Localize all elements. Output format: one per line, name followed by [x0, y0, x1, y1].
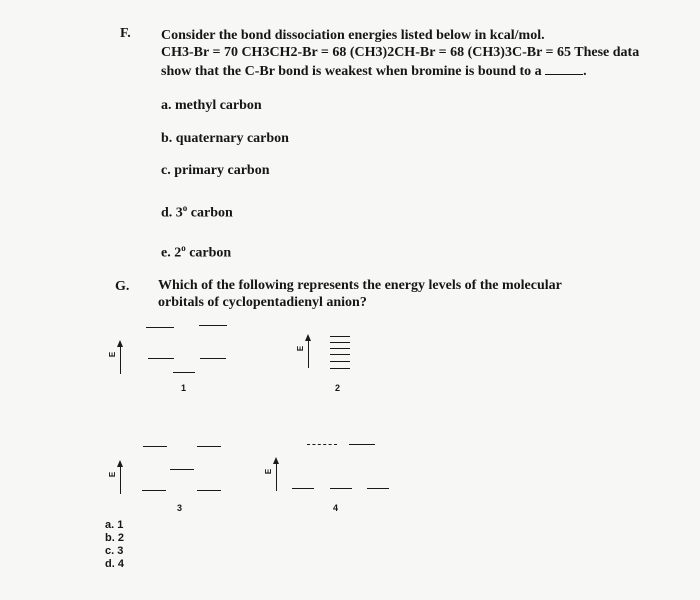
option-f-d-prefix: d. 3 — [161, 205, 183, 221]
question-f-line3-end: . — [583, 64, 587, 79]
energy-arrow-icon — [110, 340, 124, 374]
mo-level — [143, 446, 167, 447]
mo-level — [330, 488, 352, 489]
answer-blank — [545, 64, 583, 75]
arrow-head — [273, 457, 279, 464]
option-g-d: d. 4 — [105, 558, 124, 570]
energy-arrow-icon — [298, 334, 312, 368]
option-f-e-degree: o — [181, 243, 186, 253]
energy-arrow-icon — [266, 457, 280, 491]
mo-level — [330, 368, 350, 369]
option-f-d-suffix: carbon — [187, 205, 233, 221]
option-f-a: a. methyl carbon — [161, 98, 262, 113]
option-f-d-degree: o — [182, 203, 188, 213]
energy-arrow-icon — [110, 460, 124, 494]
question-g-line2: orbitals of cyclopentadienyl anion? — [158, 295, 367, 310]
mo-level — [170, 469, 194, 470]
mo-level — [367, 488, 389, 489]
diagram-label-3: 3 — [177, 503, 183, 513]
arrow-shaft — [308, 338, 309, 368]
energy-axis-label: E — [108, 351, 118, 358]
diagram-label-4: 4 — [333, 503, 339, 513]
option-g-c: c. 3 — [105, 545, 124, 557]
mo-level — [146, 327, 174, 328]
mo-level — [292, 488, 314, 489]
question-f-label: F. — [120, 26, 131, 41]
option-f-e — [161, 243, 231, 262]
mo-level — [148, 358, 174, 359]
option-f-e-suffix: carbon — [185, 245, 232, 261]
question-f-line2: CH3-Br = 70 CH3CH2-Br = 68 (CH3)2CH-Br = 68 (CH3)3C-Br = 65 These data — [161, 45, 640, 60]
mo-level — [330, 354, 350, 355]
mo-level — [199, 325, 227, 326]
arrow-head — [305, 334, 311, 341]
arrow-head — [117, 340, 123, 347]
option-f-d — [161, 203, 233, 222]
arrow-shaft — [120, 464, 121, 494]
question-g-label: G. — [115, 279, 130, 294]
question-f-line1: Consider the bond dissociation energies listed below in kcal/mol. — [161, 28, 545, 43]
option-g-a: a. 1 — [105, 519, 124, 531]
diagram-label-1: 1 — [181, 383, 187, 393]
option-g-b: b. 2 — [105, 532, 124, 544]
mo-level — [173, 372, 195, 373]
energy-axis-label: E — [264, 468, 274, 475]
mo-level — [349, 444, 375, 445]
diagram-label-2: 2 — [335, 383, 341, 393]
option-f-c: c. primary carbon — [161, 163, 270, 178]
mo-level — [200, 358, 226, 359]
arrow-shaft — [120, 344, 121, 374]
mo-level — [197, 446, 221, 447]
arrow-shaft — [276, 461, 277, 491]
question-f-line3 — [161, 63, 587, 80]
energy-axis-label: E — [296, 345, 306, 352]
arrow-head — [117, 460, 123, 467]
mo-level — [330, 348, 350, 349]
option-f-b: b. quaternary carbon — [161, 131, 289, 146]
question-g-line1: Which of the following represents the energy levels of the molecular — [158, 278, 562, 293]
mo-level — [330, 336, 350, 337]
energy-axis-label: E — [108, 471, 118, 478]
mo-level — [330, 361, 350, 362]
mo-level — [307, 444, 337, 445]
mo-level — [330, 342, 350, 343]
question-f-line3-text: show that the C-Br bond is weakest when bromine is bound to a — [161, 64, 546, 79]
mo-level — [197, 490, 221, 491]
mo-level — [142, 490, 166, 491]
option-f-e-prefix: e. 2 — [161, 245, 182, 261]
